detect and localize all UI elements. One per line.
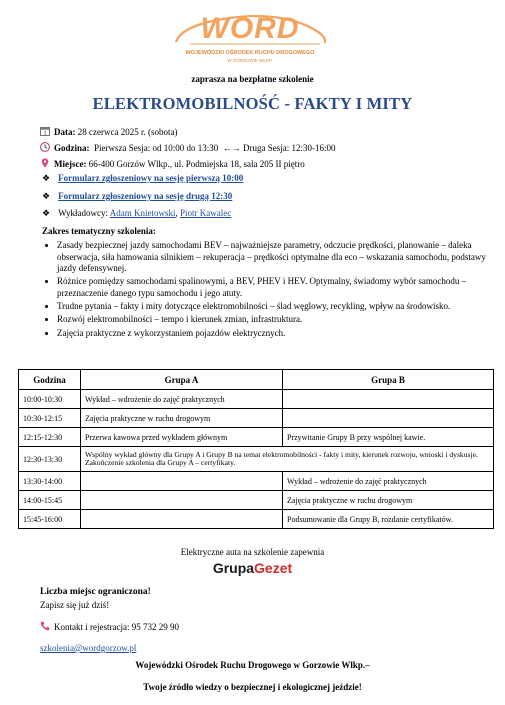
place-value: 66-400 Gorzów Wlkp., ul. Podmiejska 18, sala 205 II piętro — [88, 159, 305, 169]
group-b-cell — [283, 409, 494, 428]
date-value: 28 czerwca 2025 r. (sobota) — [77, 127, 178, 137]
calendar-icon — [40, 126, 50, 136]
group-b-cell: Podsumowanie dla Grupy B, rozdanie certyfikatów. — [283, 510, 494, 529]
table-row — [19, 428, 494, 447]
group-a-cell — [81, 491, 283, 510]
lecturer-link-2[interactable]: Piotr Kawalec — [180, 208, 232, 218]
session-second: Druga Sesja: 12:30-16:00 — [243, 143, 336, 153]
logo-city: W GORZOWIE WLKP. — [227, 58, 273, 63]
form-link-session-1[interactable]: Formularz zgłoszeniowy na sesję pierwszą 10:00 — [58, 173, 244, 183]
page-title: ELEKTROMOBILNOŚĆ - FAKTY I MITY — [92, 94, 413, 113]
email-row — [40, 643, 136, 653]
column-header-group-a: Grupa A — [81, 370, 283, 390]
invite-text: zaprasza na bezpłatne szkolenie — [191, 74, 314, 84]
date-row — [40, 126, 177, 137]
contact-row — [40, 621, 179, 632]
session-first: Pierwsza Sesja: od 10:00 do 13:30 — [94, 143, 219, 153]
logo-word: WORD — [200, 12, 300, 45]
list-item: • Zajęcia praktyczne z wykorzystaniem pojazdów elektrycznych. — [57, 328, 487, 340]
joint-lecture-cell: Wspólny wykład główny dla Grupy A i Grupy B na temat elektromobilności - fakty i mity, kierunek rozwoju, wnioski i dyskusje. Zakończenie szkolenia dla Grupy A – certyfikaty. — [81, 447, 494, 472]
form-row-1 — [42, 173, 243, 184]
time-cell: 15:45-16:00 — [19, 510, 81, 529]
pin-icon — [40, 158, 50, 168]
diamond-bullet-icon: ❖ — [42, 191, 51, 201]
clock-icon — [40, 142, 50, 152]
table-row — [19, 409, 494, 428]
place-label: Miejsce: — [54, 159, 87, 169]
schedule-table — [18, 369, 494, 529]
table-row — [19, 447, 494, 472]
table-row — [19, 390, 494, 409]
time-cell: 12:15-12:30 — [19, 428, 81, 447]
time-cell: 10:00-10:30 — [19, 390, 81, 409]
hours-row — [40, 142, 336, 153]
lecturer-link-1[interactable]: Adam Knietowski — [109, 208, 176, 218]
list-item: • Zasady bezpiecznej jazdy samochodami BEV – najważniejsze parametry, odczucie prędkości, planowanie – daleka obserwacja, siła hamowania silnikiem – rekuperacja – prędkości optymalne dla eco – wskazania samochodu, podstawy jazdy defensywnej. — [57, 240, 487, 275]
column-header-group-b: Grupa B — [283, 370, 494, 390]
table-row — [19, 510, 494, 529]
sponsor-logo-part1: Grupa — [212, 560, 255, 576]
email-link[interactable]: szkolenia@wordgorzow.pl — [40, 643, 137, 653]
diamond-bullet-icon: ❖ — [42, 173, 51, 183]
form-row-2 — [42, 191, 232, 202]
list-item: • Trudne pytania – fakty i mity dotyczące elektromobilności – ślad węglowy, recykling, wpływ na środowisko. — [57, 301, 487, 313]
form-link-session-2[interactable]: Formularz zgłoszeniowy na sesję drugą 12:30 — [58, 191, 233, 201]
limited-seats-note: Liczba miejsc ograniczona! — [40, 587, 151, 597]
group-b-cell — [283, 390, 494, 409]
lecturers-row — [42, 208, 231, 219]
group-a-cell — [81, 510, 283, 529]
place-row — [40, 158, 305, 169]
group-a-cell: Zajęcia praktyczne w ruchu drogowym — [81, 409, 283, 428]
list-item: • Rozwój elektromobilności – tempo i kierunek zmian, infrastruktura. — [57, 314, 487, 326]
lecturer-separator: , — [175, 208, 178, 218]
footer-organization: Wojewódzki Ośrodek Ruchu Drogowego w Gorzowie Wlkp.– — [135, 660, 370, 670]
time-cell: 13:30-14:00 — [19, 472, 81, 491]
cars-sponsor-note: Elektryczne auta na szkolenie zapewnia — [180, 547, 325, 557]
table-row — [19, 491, 494, 510]
word-logo — [170, 8, 330, 66]
diamond-bullet-icon: ❖ — [42, 208, 51, 218]
footer-tagline: Twoje źródło wiedzy o bezpiecznej i ekologicznej jeździe! — [143, 682, 362, 692]
column-header-time: Godzina — [19, 370, 81, 390]
time-cell: 14:00-15:45 — [19, 491, 81, 510]
time-cell: 12:30-13:30 — [19, 447, 81, 472]
group-a-cell: Wykład – wdrożenie do zajęć praktycznych — [81, 390, 283, 409]
time-cell: 10:30-12:15 — [19, 409, 81, 428]
register-note: Zapisz się już dziś! — [40, 600, 110, 610]
arrow-both-icon: ←→ — [222, 143, 241, 153]
table-header-row — [19, 370, 494, 390]
table-row — [19, 472, 494, 491]
sponsor-logo-part2: Gezet — [254, 560, 293, 576]
group-a-cell — [81, 472, 283, 491]
date-label: Data: — [54, 127, 76, 137]
phone-icon — [40, 621, 50, 631]
logo-subtitle: WOJEWÓDZKI OŚRODEK RUCHU DROGOWEGO — [185, 50, 315, 56]
sponsor-logo — [0, 560, 505, 576]
list-item: • Różnice pomiędzy samochodami spalinowymi, a BEV, PHEV i HEV. Optymalny, świadomy wybór samochodu – przeznaczenie danego typu samochodu i jego atuty. — [57, 276, 487, 299]
svg-text:1: 1 — [43, 131, 47, 136]
contact-text: Kontakt i rejestracja: 95 732 29 90 — [54, 622, 179, 632]
lecturers-label: Wykładowcy: — [58, 208, 109, 218]
group-b-cell: Wykład – wdrożenie do zajęć praktycznych — [283, 472, 494, 491]
scope-heading: Zakres tematyczny szkolenia: — [42, 226, 156, 236]
hours-label: Godzina: — [54, 143, 90, 153]
group-a-cell: Przerwa kawowa przed wykładem głównym — [81, 428, 283, 447]
group-b-cell: Zajęcia praktyczne w ruchu drogowym — [283, 491, 494, 510]
group-b-cell: Przywitanie Grupy B przy wspólnej kawie. — [283, 428, 494, 447]
topics-list — [30, 240, 487, 341]
